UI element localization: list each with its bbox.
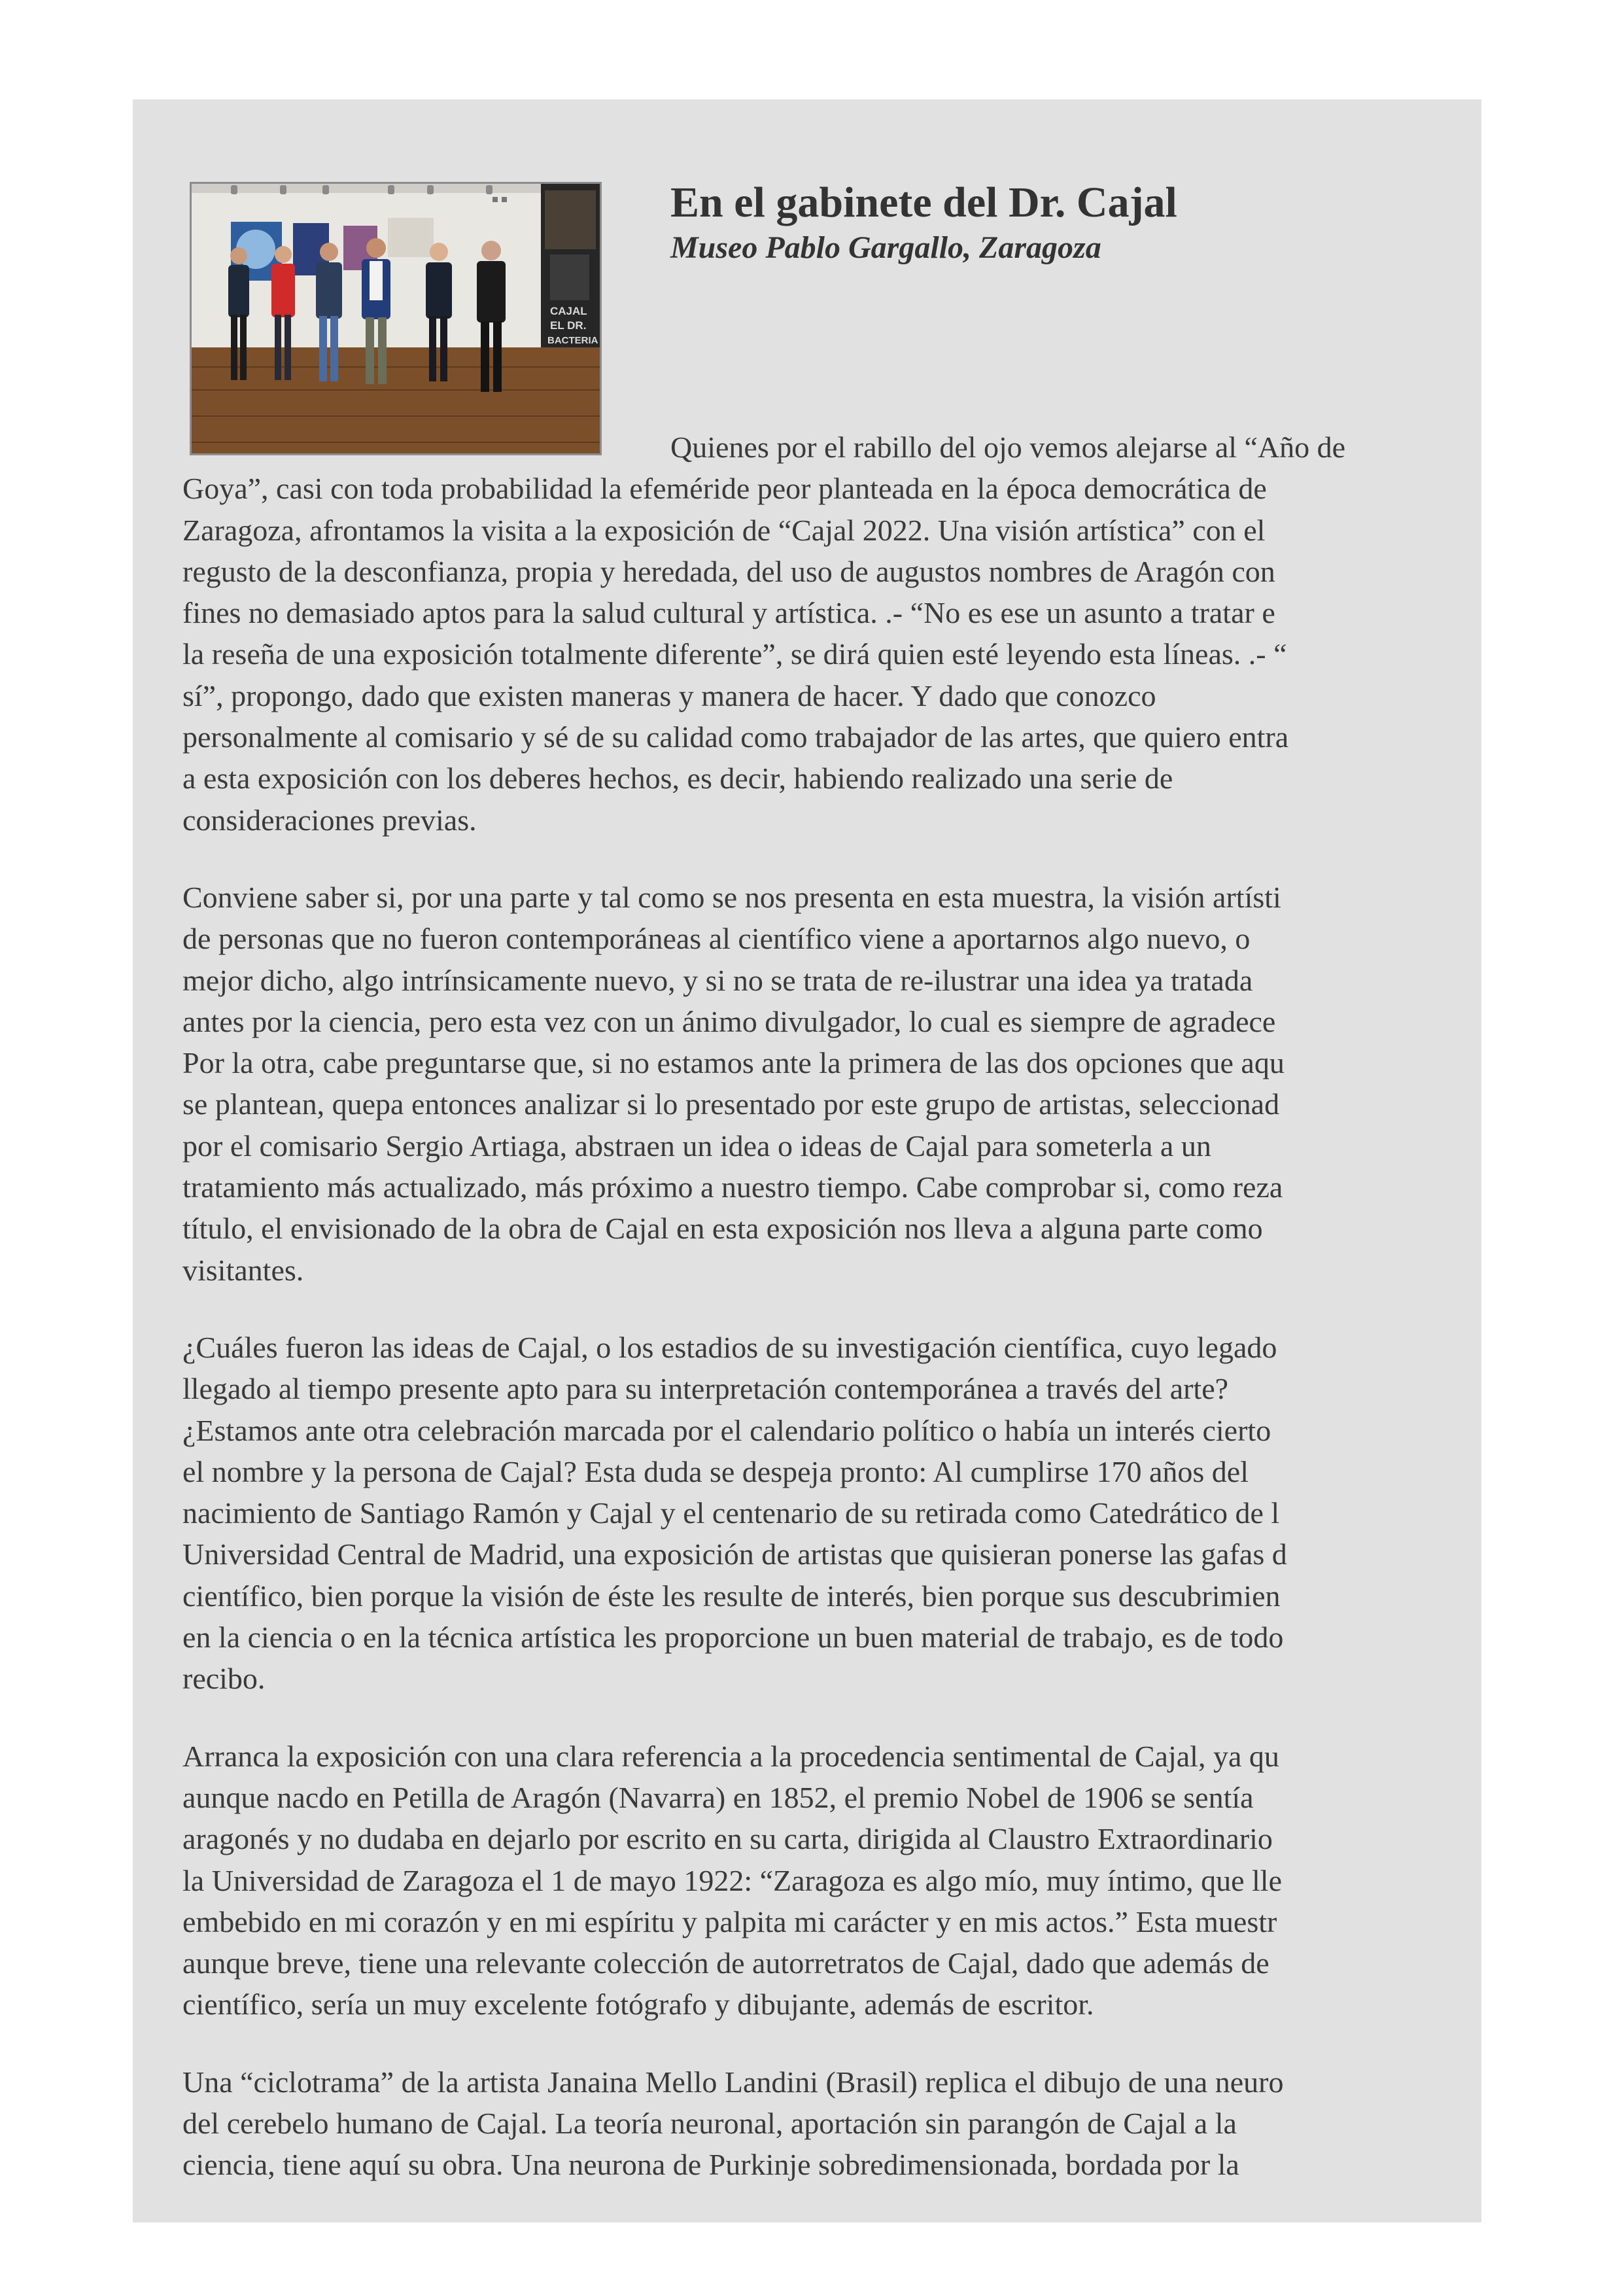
text-line: regusto de la desconfianza, propia y heredada, del uso de augustos nombres de Aragón con: [182, 554, 1275, 588]
text-line: mejor dicho, algo intrínsicamente nuevo, y si no se trata de re-ilustrar una idea ya tratada: [182, 963, 1253, 997]
text-line: el nombre y la persona de Cajal? Esta duda se despeja pronto: Al cumplirse 170 años del: [182, 1454, 1249, 1488]
text-line: nacimiento de Santiago Ramón y Cajal y el centenario de su retirada como Catedrático de l: [182, 1496, 1280, 1530]
text-line: fines no demasiado aptos para la salud cultural y artística. .- “No es ese un asunto a tratar e: [182, 596, 1275, 630]
text-line: personalmente al comisario y sé de su calidad como trabajador de las artes, que quiero entra: [182, 720, 1289, 754]
text-line: aunque nacdo en Petilla de Aragón (Navarra) en 1852, el premio Nobel de 1906 se sentía: [182, 1780, 1254, 1814]
text-line: tratamiento más actualizado, más próximo a nuestro tiempo. Cabe comprobar si, como reza: [182, 1170, 1283, 1204]
paragraph-5: [182, 2061, 1481, 2186]
banner-text-1: CAJAL: [550, 305, 587, 317]
text-line: Conviene saber si, por una parte y tal como se nos presenta en esta muestra, la visión artísti: [182, 880, 1281, 914]
text-line: en la ciencia o en la técnica artística les proporcione un buen material de trabajo, es de todo: [182, 1621, 1284, 1655]
text-line: llegado al tiempo presente apto para su interpretación contemporánea a través del arte?: [182, 1372, 1229, 1406]
text-line: ¿Estamos ante otra celebración marcada por el calendario político o había un interés cierto: [182, 1413, 1271, 1447]
article-subtitle: Museo Pablo Gargallo, Zaragoza: [670, 230, 1101, 265]
text-line: ¿Cuáles fueron las ideas de Cajal, o los estadios de su investigación científica, cuyo legado: [182, 1330, 1277, 1364]
paragraph-1: [182, 427, 1481, 841]
photo-illustration: [192, 184, 600, 453]
text-line: por el comisario Sergio Artiaga, abstraen un idea o ideas de Cajal para someterla a un: [182, 1129, 1211, 1163]
text-line: aragonés y no dudaba en dejarlo por escrito en su carta, dirigida al Claustro Extraordinario: [182, 1822, 1273, 1856]
text-line: Goya”, casi con toda probabilidad la efeméride peor planteada en la época democrática de: [182, 472, 1267, 506]
article-panel: [133, 99, 1481, 2222]
text-line: del cerebelo humano de Cajal. La teoría neuronal, aportación sin parangón de Cajal a la: [182, 2106, 1237, 2140]
paragraph-4: [182, 1736, 1481, 2025]
text-line: a esta exposición con los deberes hechos, es decir, habiendo realizado una serie de: [182, 762, 1173, 796]
paragraph-2: [182, 877, 1481, 1291]
text-line: visitantes.: [182, 1253, 304, 1287]
exhibition-group-photo: [190, 182, 602, 455]
text-line: consideraciones previas.: [182, 803, 477, 837]
banner-text-2: EL DR.: [550, 319, 587, 332]
text-line: embebido en mi corazón y en mi espíritu y palpita mi carácter y en mis actos.” Esta muestr: [182, 1904, 1277, 1938]
text-line: Zaragoza, afrontamos la visita a la exposición de “Cajal 2022. Una visión artística” con el: [182, 513, 1266, 547]
text-line: Una “ciclotrama” de la artista Janaina Mello Landini (Brasil) replica el dibujo de una neuro: [182, 2065, 1284, 2099]
text-line: ciencia, tiene aquí su obra. Una neurona de Purkinje sobredimensionada, bordada por la: [182, 2148, 1239, 2182]
text-line: se plantean, quepa entonces analizar si lo presentado por este grupo de artistas, seleccionad: [182, 1087, 1280, 1121]
text-line: recibo.: [182, 1662, 266, 1696]
article-body: [182, 427, 1481, 2222]
text-line: de personas que no fueron contemporáneas al científico viene a aportarnos algo nuevo, o: [182, 922, 1251, 956]
text-line: la Universidad de Zaragoza el 1 de mayo 1922: “Zaragoza es algo mío, muy íntimo, que lle: [182, 1863, 1282, 1897]
text-line: Arranca la exposición con una clara referencia a la procedencia sentimental de Cajal, ya qu: [182, 1739, 1279, 1773]
text-line: científico, bien porque la visión de éste les resulte de interés, bien porque sus descubrimien: [182, 1579, 1281, 1613]
text-line: Por la otra, cabe preguntarse que, si no estamos ante la primera de las dos opciones que aqu: [182, 1046, 1285, 1080]
text-line: la reseña de una exposición totalmente diferente”, se dirá quien esté leyendo esta líneas. .- “: [182, 637, 1287, 671]
text-line: científico, sería un muy excelente fotógrafo y dibujante, además de escritor.: [182, 1988, 1094, 2022]
text-line: sí”, propongo, dado que existen maneras y manera de hacer. Y dado que conozco: [182, 678, 1156, 712]
text-line: Universidad Central de Madrid, una exposición de artistas que quisieran ponerse las gafas d: [182, 1537, 1287, 1571]
paragraph-3: [182, 1327, 1481, 1700]
text-line: Quienes por el rabillo del ojo vemos alejarse al “Año de: [670, 430, 1346, 464]
text-line: título, el envisionado de la obra de Cajal en esta exposición nos lleva a alguna parte como: [182, 1212, 1263, 1246]
text-line: antes por la ciencia, pero esta vez con un ánimo divulgador, lo cual es siempre de agradece: [182, 1004, 1276, 1038]
article-title: En el gabinete del Dr. Cajal: [670, 179, 1177, 226]
banner-text-3: BACTERIA: [547, 335, 598, 346]
text-line: aunque breve, tiene una relevante colección de autorretratos de Cajal, dado que además de: [182, 1946, 1270, 1980]
